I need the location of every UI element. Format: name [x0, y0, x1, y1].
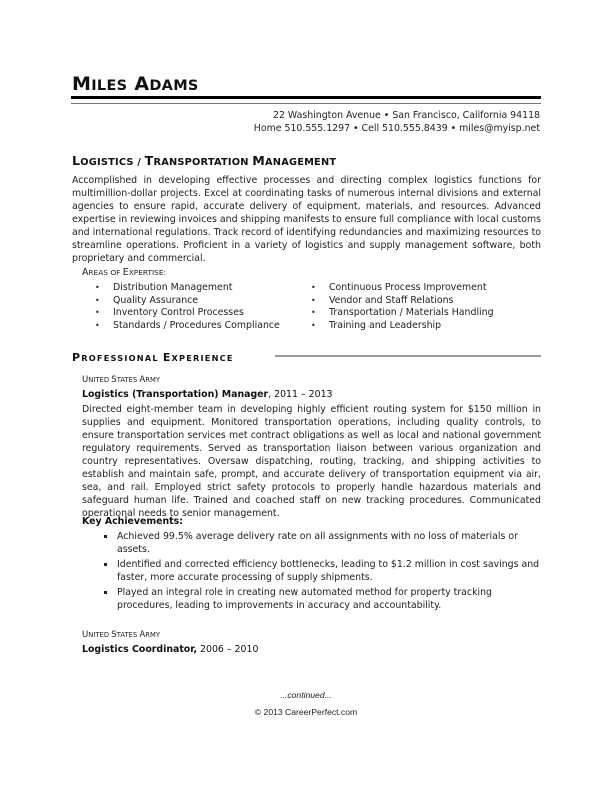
expertise-item — [90, 282, 280, 295]
bullet-icon: • — [95, 320, 100, 330]
expertise-text: Vendor and Staff Relations — [329, 294, 454, 306]
expertise-item — [306, 282, 494, 295]
name-initial: A — [134, 73, 150, 95]
achievement-item — [104, 530, 544, 556]
name-initial: M — [72, 73, 92, 95]
employer-small: RMY — [145, 376, 161, 384]
expertise-item — [306, 320, 494, 333]
achievement-item — [104, 586, 544, 612]
bullet-icon: • — [311, 320, 316, 330]
section-divider — [275, 355, 541, 357]
name-rest: DAMS — [149, 78, 199, 94]
expertise-text: Training and Leadership — [329, 319, 442, 331]
key-achievements-label: Key Achievements: — [82, 516, 183, 527]
expertise-item — [90, 320, 280, 333]
key-achievements-list — [104, 530, 544, 614]
employer-small: TATES — [116, 376, 140, 384]
headline-cap: T — [144, 153, 154, 168]
header-divider-thin — [71, 103, 541, 104]
expertise-text: Distribution Management — [113, 282, 233, 293]
employer-cap: A — [139, 375, 146, 385]
headline-small: RANSPORTATION — [153, 157, 253, 168]
bullet-icon: • — [311, 308, 316, 317]
employer-cap: S — [111, 630, 117, 640]
expertise-text: Quality Assurance — [113, 294, 199, 306]
expertise-text: Transportation / Materials Handling — [329, 307, 494, 318]
expertise-column-2 — [306, 282, 494, 332]
employer-cap: U — [82, 375, 89, 385]
employer-cap: U — [82, 630, 89, 640]
job-description: Directed eight-member team in developing highly efficient routing system for $150 million in supplies and equipment. Monitored transportation operations, including quality controls, to ensure transportation services met contract obligations as well as local and national government regulatory requirements. Served as transportation liaison between various organization and country representatives. Oversaw dispatching, routing, tracking, and shipping activities to establish and maintain safe, prompt, and accurate delivery of transportation equipment via air, sea, and rail. Employed strict safety protocols to properly handle hazardous materials and safeguard human life. Trained and coached staff on new tracking procedures. Communicated operational needs to senior management. — [82, 404, 541, 519]
job-title-text: Logistics Coordinator, — [82, 644, 198, 655]
phones-email: Home 510.555.1297 • Cell 510.555.8439 • miles@myisp.net — [253, 123, 540, 135]
achievement-text: Identified and corrected efficiency bottlenecks, leading to $1.2 million in cost savings and faster, more accurate processing of supply shipments. — [117, 559, 540, 583]
square-bullet-icon — [104, 535, 107, 538]
header-divider-thick — [71, 96, 541, 99]
label-cap: E — [122, 267, 129, 278]
achievement-item — [104, 558, 544, 584]
bullet-icon: • — [311, 295, 316, 305]
headline-small: ANAGEMENT — [265, 157, 337, 168]
label-small: XPERTISE: — [128, 268, 167, 277]
areas-of-expertise-label — [82, 267, 166, 279]
expertise-item — [306, 295, 494, 308]
candidate-name — [72, 72, 199, 98]
headline-small: OGISTICS / — [80, 157, 145, 168]
job-title-text: Logistics (Transportation) Manager — [82, 389, 269, 400]
expertise-text: Inventory Control Processes — [113, 307, 244, 318]
expertise-text: Standards / Procedures Compliance — [113, 319, 280, 331]
bullet-icon: • — [95, 283, 100, 292]
employer-name — [82, 630, 160, 641]
employer-cap: S — [111, 375, 117, 385]
label-cap: A — [82, 267, 89, 278]
expertise-column-1 — [90, 282, 280, 332]
bullet-icon: • — [95, 295, 100, 305]
expertise-item — [306, 307, 494, 320]
expertise-item — [90, 295, 280, 308]
bullet-icon: • — [95, 308, 100, 317]
copyright: © 2013 CareerPerfect.com — [254, 707, 358, 717]
section-small: XPERIENCE — [171, 353, 234, 363]
expertise-item — [90, 307, 280, 320]
achievement-text: Achieved 99.5% average delivery rate on all assignments with no loss of materials or assets. — [117, 531, 518, 555]
job-title — [82, 389, 333, 401]
section-cap: P — [72, 351, 82, 364]
square-bullet-icon — [104, 591, 107, 594]
contact-info — [254, 109, 540, 136]
headline-cap: M — [252, 153, 266, 168]
job-dates: , 2011 – 2013 — [268, 389, 333, 400]
headline-cap: L — [72, 153, 81, 168]
employer-small: RMY — [145, 631, 161, 639]
expertise-text: Continuous Process Improvement — [329, 282, 487, 293]
section-small: ROFESSIONAL — [81, 353, 163, 363]
professional-headline — [72, 153, 336, 171]
section-title-professional-experience — [72, 351, 234, 365]
employer-name — [82, 375, 160, 386]
section-cap: E — [162, 351, 172, 364]
address: 22 Washington Avenue • San Francisco, California 94118 — [273, 110, 540, 121]
job-title — [82, 644, 258, 656]
summary-paragraph: Accomplished in developing effective processes and directing complex logistics functions for multimillion-dollar projects. Excel at coordinating tasks of numerous internal divisions and external agencies to ensure rapid, accurate delivery of equipment, materials, and resources. Advanced expertise in reviewing invoices and shipping manifests to ensure full compliance with local customs and international regulations. Track record of identifying redundancies and maximizing resources to streamline operations. Proficient in a variety of logistics and supply management software, both proprietary and commercial. — [72, 175, 541, 264]
employer-small: TATES — [116, 631, 140, 639]
square-bullet-icon — [104, 563, 107, 566]
employer-small: NITED — [88, 631, 112, 639]
job-dates: 2006 – 2010 — [197, 644, 259, 655]
employer-cap: A — [139, 630, 146, 640]
name-rest: ILES — [91, 78, 128, 94]
bullet-icon: • — [311, 283, 316, 292]
employer-small: NITED — [88, 376, 112, 384]
achievement-text: Played an integral role in creating new automated method for property tracking procedures, leading to improvements in accuracy and accountability. — [117, 587, 493, 611]
label-small: REAS OF — [88, 268, 123, 277]
continued-note: ...continued... — [280, 690, 332, 700]
